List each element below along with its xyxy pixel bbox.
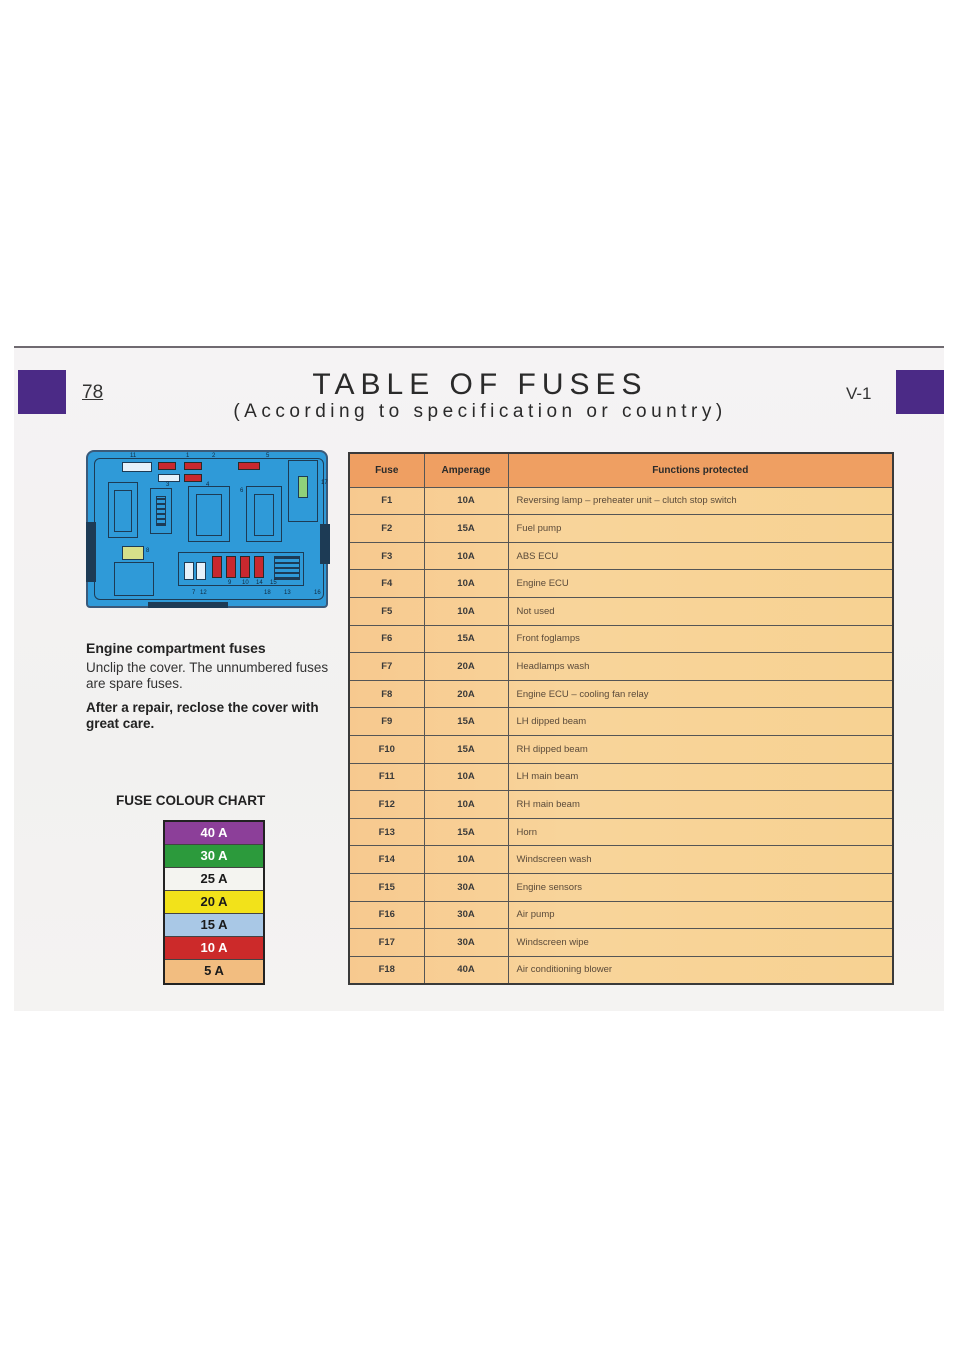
table-row [349, 901, 893, 929]
table-row [349, 791, 893, 819]
table-row [349, 653, 893, 681]
diagram-label: 15 [270, 580, 277, 586]
diagram-fuse-row [178, 552, 304, 586]
amperage-cell: 15A [424, 708, 508, 736]
table-header-row [349, 453, 893, 487]
fuse-id-cell: F2 [349, 515, 424, 543]
header-fuse: Fuse [349, 453, 424, 487]
header-amperage: Amperage [424, 453, 508, 487]
top-rule [14, 346, 944, 348]
fuse-id-cell: F18 [349, 956, 424, 984]
diagram-relay-inner [114, 490, 132, 532]
function-cell: Engine ECU [508, 570, 893, 598]
colour-chart-row: 10 A [165, 937, 263, 960]
function-cell: Windscreen wash [508, 846, 893, 874]
diagram-fuse-spare [122, 462, 152, 472]
colour-chart-row: 15 A [165, 914, 263, 937]
function-cell: LH dipped beam [508, 708, 893, 736]
table-row [349, 625, 893, 653]
fuse-table-body [349, 487, 893, 984]
amperage-cell: 15A [424, 625, 508, 653]
fuse-id-cell: F12 [349, 791, 424, 819]
function-cell: Reversing lamp – preheater unit – clutch stop switch [508, 487, 893, 515]
function-cell: Air conditioning blower [508, 956, 893, 984]
amperage-cell: 40A [424, 956, 508, 984]
table-row [349, 735, 893, 763]
diagram-fuse-spare [158, 474, 180, 482]
diagram-label: 11 [130, 453, 137, 459]
page-title: TABLE OF FUSES [312, 368, 648, 401]
function-cell: LH main beam [508, 763, 893, 791]
diagram-label: 18 [264, 590, 271, 596]
diagram-label: 13 [284, 590, 291, 596]
function-cell: Air pump [508, 901, 893, 929]
amperage-cell: 15A [424, 818, 508, 846]
amperage-cell: 10A [424, 597, 508, 625]
diagram-fuse-green [298, 476, 308, 498]
page-subtitle: (According to specification or country) [233, 401, 727, 422]
section-code: V-1 [846, 384, 872, 403]
fuse-id-cell: F4 [349, 570, 424, 598]
diagram-label: 12 [200, 590, 207, 596]
fuse-id-cell: F6 [349, 625, 424, 653]
table-row [349, 818, 893, 846]
fuse-table [348, 452, 894, 985]
function-cell: Engine sensors [508, 874, 893, 902]
diagram-bottom-tab [148, 602, 228, 608]
diagram-label: 4 [206, 482, 210, 488]
fuse-id-cell: F7 [349, 653, 424, 681]
function-cell: ABS ECU [508, 542, 893, 570]
table-row [349, 542, 893, 570]
function-cell: Fuel pump [508, 515, 893, 543]
amperage-cell: 15A [424, 735, 508, 763]
amperage-cell: 10A [424, 763, 508, 791]
amperage-cell: 10A [424, 487, 508, 515]
diagram-relay-inner [196, 494, 222, 536]
caption-text: Unclip the cover. The unnumbered fuses are spare fuses. [86, 660, 329, 691]
diagram-fuse-red [184, 474, 202, 482]
diagram-label: 2 [212, 453, 216, 459]
diagram-left-tab [86, 522, 96, 582]
table-row [349, 708, 893, 736]
function-cell: Headlamps wash [508, 653, 893, 681]
diagram-right-tab [320, 524, 330, 564]
fuse-id-cell: F1 [349, 487, 424, 515]
fuse-box-diagram [86, 450, 328, 608]
function-cell: Not used [508, 597, 893, 625]
diagram-label: 3 [166, 482, 170, 488]
amperage-cell: 30A [424, 901, 508, 929]
diagram-label: 7 [192, 590, 196, 596]
function-cell: Windscreen wipe [508, 929, 893, 957]
table-row [349, 874, 893, 902]
colour-chart-row: 5 A [165, 960, 263, 983]
function-cell: Front foglamps [508, 625, 893, 653]
function-cell: RH dipped beam [508, 735, 893, 763]
caption-warning: After a repair, reclose the cover with great care. [86, 700, 319, 731]
table-row [349, 956, 893, 984]
colour-chart-row: 30 A [165, 845, 263, 868]
function-cell: RH main beam [508, 791, 893, 819]
fuse-id-cell: F3 [349, 542, 424, 570]
function-cell: Horn [508, 818, 893, 846]
fuse-id-cell: F13 [349, 818, 424, 846]
colour-chart-row: 40 A [165, 822, 263, 845]
fuse-id-cell: F9 [349, 708, 424, 736]
diagram-label: 14 [256, 580, 263, 586]
diagram-label: 1 [186, 453, 190, 459]
colour-chart-title: FUSE COLOUR CHART [116, 793, 266, 808]
amperage-cell: 10A [424, 791, 508, 819]
amperage-cell: 20A [424, 680, 508, 708]
amperage-cell: 10A [424, 542, 508, 570]
amperage-cell: 10A [424, 570, 508, 598]
diagram-label: 6 [240, 488, 244, 494]
diagram-label: 17 [321, 480, 328, 486]
fuse-id-cell: F14 [349, 846, 424, 874]
table-row [349, 680, 893, 708]
amperage-cell: 15A [424, 515, 508, 543]
diagram-relay-inner [254, 494, 274, 536]
fuse-id-cell: F8 [349, 680, 424, 708]
amperage-cell: 30A [424, 929, 508, 957]
fuse-id-cell: F10 [349, 735, 424, 763]
diagram-fuse-red [238, 462, 260, 470]
table-row [349, 515, 893, 543]
header-functions: Functions protected [508, 453, 893, 487]
fuse-id-cell: F16 [349, 901, 424, 929]
diagram-label: 5 [266, 453, 270, 459]
table-row [349, 929, 893, 957]
table-row [349, 570, 893, 598]
table-row [349, 846, 893, 874]
function-cell: Engine ECU – cooling fan relay [508, 680, 893, 708]
diagram-connector [156, 496, 166, 526]
diagram-fuse-yellow [122, 546, 144, 560]
fuse-id-cell: F15 [349, 874, 424, 902]
diagram-label: 8 [146, 548, 150, 554]
diagram-label: 10 [242, 580, 249, 586]
fuse-id-cell: F11 [349, 763, 424, 791]
caption-heading: Engine compartment fuses [86, 640, 266, 656]
page-number: 78 [82, 382, 104, 403]
fuse-id-cell: F17 [349, 929, 424, 957]
amperage-cell: 30A [424, 874, 508, 902]
colour-chart-row: 20 A [165, 891, 263, 914]
fuse-id-cell: F5 [349, 597, 424, 625]
amperage-cell: 10A [424, 846, 508, 874]
table-row [349, 487, 893, 515]
diagram-fuse-red [158, 462, 176, 470]
diagram-fuse-red [184, 462, 202, 470]
fuse-colour-chart [163, 820, 265, 985]
table-row [349, 763, 893, 791]
diagram-label: 16 [314, 590, 321, 596]
amperage-cell: 20A [424, 653, 508, 681]
diagram-relay [114, 562, 154, 596]
diagram-label: 9 [228, 580, 232, 586]
colour-chart-row: 25 A [165, 868, 263, 891]
table-row [349, 597, 893, 625]
